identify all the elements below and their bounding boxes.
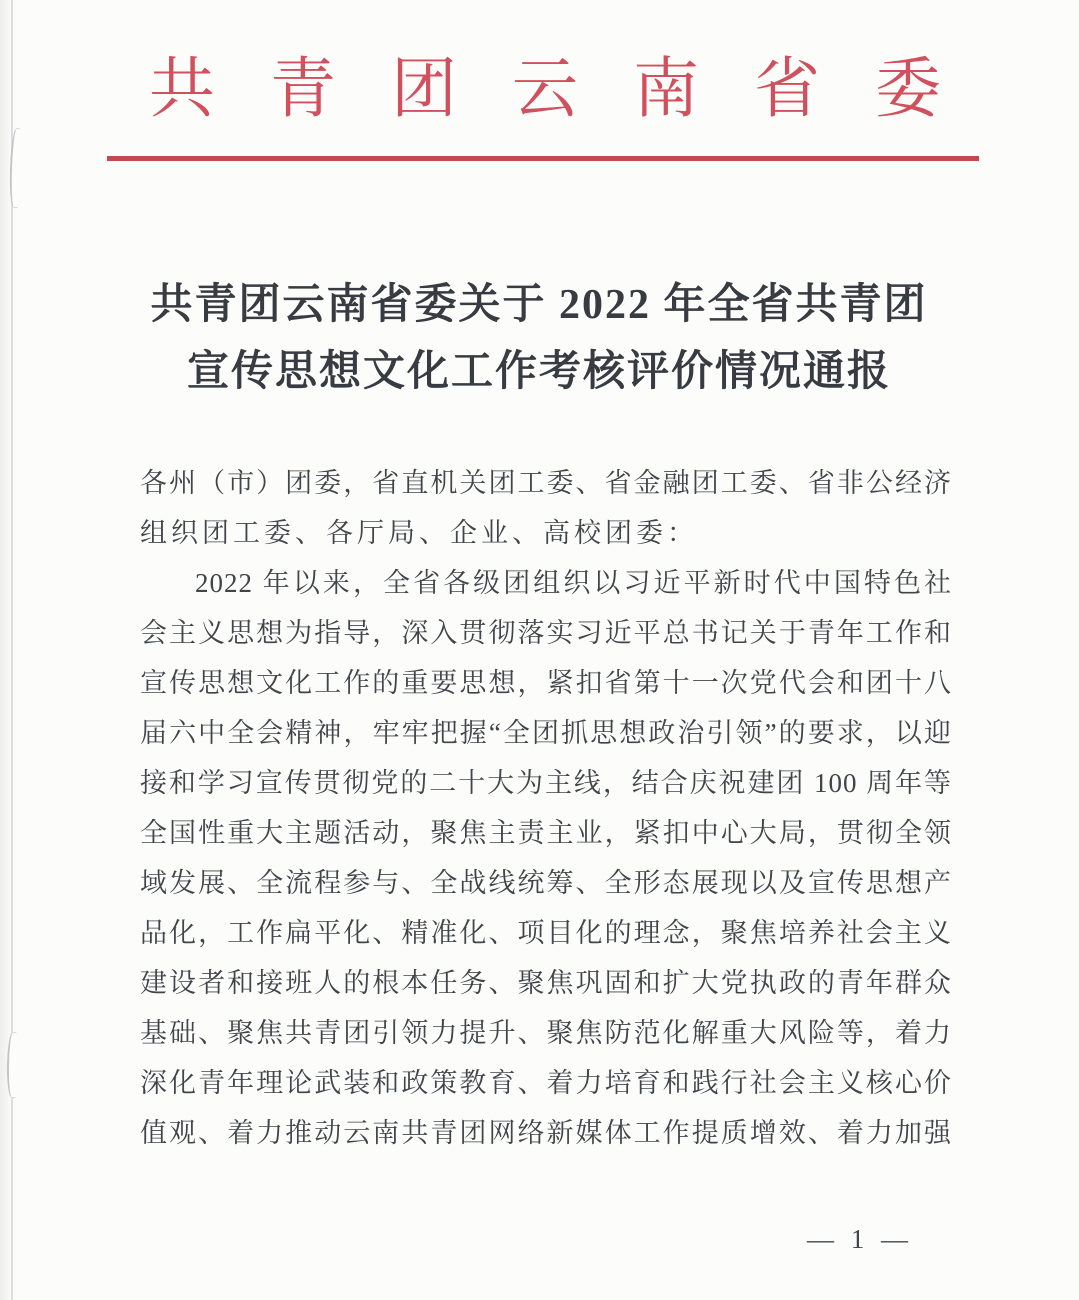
body-line: 接和学习宣传贯彻党的二十大为主线，结合庆祝建团 100 周年等	[140, 768, 952, 798]
letterhead-org-name-text: 共青团云南省委	[149, 53, 996, 126]
salutation-line: 各州（市）团委，省直机关团工委、省金融团工委、省非公经济	[140, 468, 952, 498]
body-line: 品化，工作扁平化、精准化、项目化的理念，聚焦培养社会主义	[140, 918, 952, 948]
document-title-line-1: 共青团云南省委关于 2022 年全省共青团	[150, 282, 928, 328]
body-line: 全国性重大主题活动，聚焦主责主业，紧扣中心大局，贯彻全领	[140, 818, 952, 848]
document-title	[59, 272, 1019, 406]
body-line: 2022 年以来，全省各级团组织以习近平新时代中国特色社	[195, 568, 952, 598]
body-line: 深化青年理论武装和政策教育、着力培育和践行社会主义核心价	[140, 1068, 952, 1098]
body-line: 域发展、全流程参与、全战线统筹、全形态展现以及宣传思想产	[140, 868, 952, 898]
salutation-line: 组织团工委、各厅局、企业、高校团委：	[140, 518, 698, 548]
body-line: 会主义思想为指导，深入贯彻落实习近平总书记关于青年工作和	[140, 618, 952, 648]
scan-artifact-mark	[6, 1032, 16, 1098]
page-number: — 1 —	[807, 1224, 913, 1254]
document-title-line-2: 宣传思想文化工作考核评价情况通报	[186, 349, 891, 395]
letterhead-org-name	[108, 52, 996, 128]
body-line: 基础、聚焦共青团引领力提升、聚焦防范化解重大风险等，着力	[140, 1018, 952, 1048]
body-line: 建设者和接班人的根本任务、聚焦巩固和扩大党执政的青年群众	[140, 968, 952, 998]
body-line: 值观、着力推动云南共青团网络新媒体工作提质增效、着力加强	[140, 1118, 952, 1148]
body-line: 宣传思想文化工作的重要思想，紧扣省第十一次党代会和团十八	[140, 668, 952, 698]
letterhead-red-rule	[107, 156, 979, 161]
body-line: 届六中全会精神，牢牢把握“全团抓思想政治引领”的要求，以迎	[140, 718, 952, 748]
document-body	[140, 458, 952, 1158]
